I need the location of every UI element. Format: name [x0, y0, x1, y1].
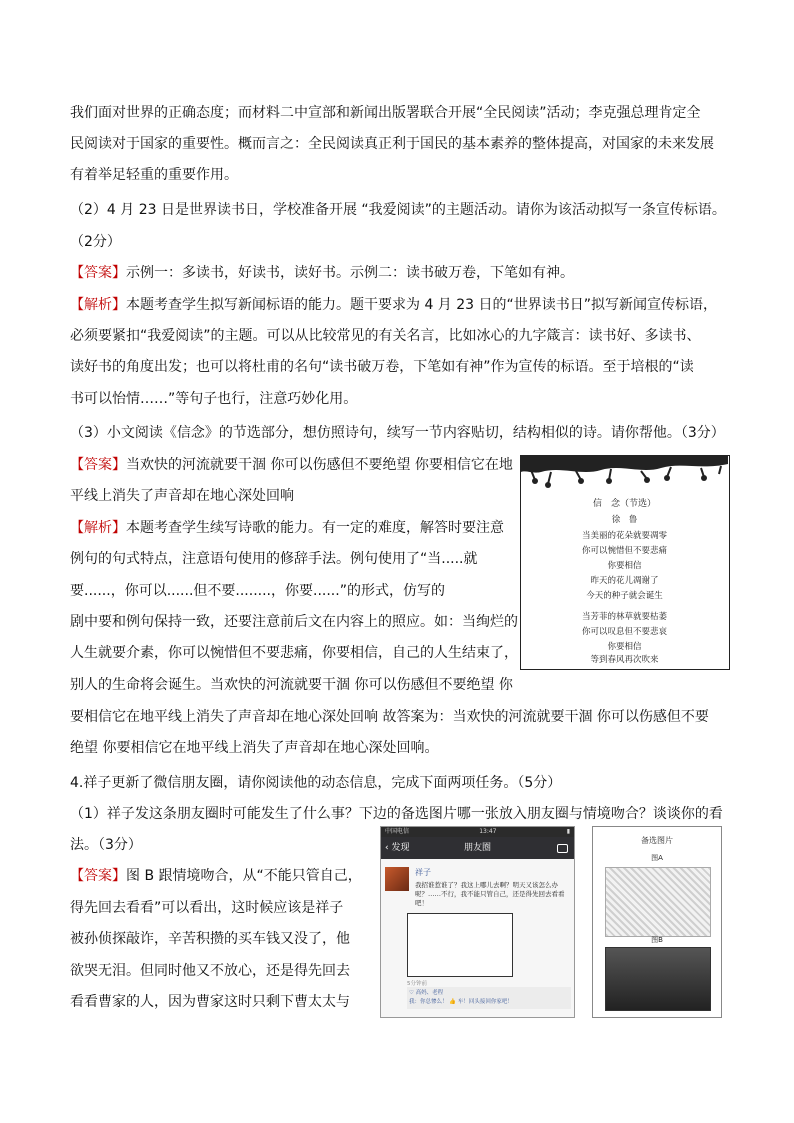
- poem-author: 徐 鲁: [611, 515, 638, 525]
- text-line: 人生就要介素，你可以惋惜但不要悲痛，你要相信，自己的人生结束了，: [70, 645, 518, 661]
- poem-line: 昨天的花儿凋谢了: [590, 576, 659, 586]
- answer-label: 【答案】: [70, 457, 126, 473]
- text-line: 要......，你可以......但不要........，你要......”的形式，仿写的: [70, 583, 445, 599]
- text-line: 看看曹家的人，因为曹家这时只剩下曹太太与: [70, 994, 350, 1010]
- poem-line: 你可以叹息但不要悲哀: [581, 627, 667, 637]
- moments-nav-bar: [381, 837, 574, 859]
- image-b-label: 图B: [651, 936, 663, 944]
- poem-figure: [520, 455, 730, 670]
- text-line: 被孙侦探敲诈，辛苦积攒的买车钱又没了，他: [70, 931, 350, 947]
- analysis-text: 本题考查学生续写诗歌的能力。有一定的难度，解答时要注意: [126, 520, 504, 536]
- post-image-placeholder: [407, 913, 513, 977]
- image-a-label: 图A: [651, 854, 663, 862]
- answer-text: 图 B 跟情境吻合，从“不能只管自己，: [126, 868, 362, 884]
- analysis-label: 【解析】: [70, 520, 126, 536]
- moments-title: 朋友圈: [463, 843, 491, 853]
- analysis-label: 【解析】: [70, 297, 126, 313]
- answer-q4: [70, 861, 370, 891]
- text-line: 书可以怡情……”等句子也行，注意巧妙化用。: [70, 391, 358, 407]
- avatar: [385, 867, 409, 891]
- analysis-text: 本题考查学生拟写新闻标语的能力。题干要求为 4 月 23 日的“世界读书日”拟写新闻宣传标语，: [126, 297, 718, 313]
- text-line: 剧中要和例句保持一致，还要注意前后文在内容上的照应。如：当绚烂的: [70, 614, 518, 630]
- text-line: 有着举足轻重的重要作用。: [70, 167, 238, 183]
- question-4-1: （1）祥子发这条朋友圈时可能发生了什么事？下边的备选图片哪一张放入朋友圈与情境吻合？谈谈你的看: [70, 806, 723, 822]
- analysis-q2: [70, 290, 730, 320]
- post-text: 我招谁惹谁了？我这上哪儿去啊？明天又该怎么办呢？……不行，我不能只管自己，还是得先回去看看吧！: [415, 881, 565, 907]
- text-line: 法。（3分）: [70, 837, 142, 853]
- text-line: 得先回去看看”可以看出，这时候应该是祥子: [70, 900, 344, 916]
- wechat-moments-screenshot: [380, 826, 575, 1018]
- answer-q2: [70, 258, 730, 288]
- text-line: 必须要紧扣“我爱阅读”的主题。可以从比较常见的有关名言，比如冰心的九字箴言：读书好、多读书、: [70, 328, 701, 344]
- text-line: 欲哭无泪。但同时他又不放心，还是得先回去: [70, 963, 350, 979]
- text-line: 读好书的角度出发；也可以将杜甫的名句“读书破万卷，下笔如有神”作为宣传的标语。至于培根的“读: [70, 359, 694, 375]
- answer-label: 【答案】: [70, 868, 126, 884]
- post-likes-comments: [407, 987, 571, 1009]
- question-4: 4.祥子更新了微信朋友圈，请你阅读他的动态信息，完成下面两项任务。（5分）: [70, 775, 562, 791]
- text-line: 民阅读对于国家的重要性。概而言之：全民阅读真正利于国民的基本素养的整体提高，对国家的未来发展: [70, 136, 714, 152]
- answer-text: 当欢快的河流就要干涸 你可以伤感但不要绝望 你要相信它在地: [126, 457, 513, 473]
- likes-line: ♡ 高妈、老程: [409, 990, 444, 996]
- poem-line: 今天的种子就会诞生: [586, 591, 663, 601]
- analysis-q3: [70, 513, 530, 543]
- poem-line: 你可以惋惜但不要悲痛: [581, 546, 667, 556]
- comment-line: 我：你总惨么！ 👍 车！回头接回你家吧！: [409, 999, 513, 1005]
- answer-label: 【答案】: [70, 265, 126, 281]
- clock: 13:47: [479, 828, 497, 835]
- question-2: （2）4 月 23 日是世界读书日，学校准备开展 “我爱阅读”的主题活动。请你为该活动拟写一条宣传标语。: [70, 202, 726, 218]
- poem-line: 你要相信: [607, 642, 642, 652]
- answer-q3: [70, 450, 530, 480]
- post-time: 5分钟前: [407, 981, 427, 987]
- illustration-a: [605, 867, 711, 937]
- illustration-b: [605, 947, 711, 1011]
- text-line: 别人的生命将会诞生。当欢快的河流就要干涸 你可以伤感但不要绝望 你: [70, 677, 513, 693]
- phone-status-bar: [381, 827, 574, 837]
- candidate-title: 备选图片: [641, 836, 673, 845]
- question-3: （3）小文阅读《信念》的节选部分，想仿照诗句，续写一节内容贴切，结构相似的诗。请你帮他。（3分）: [70, 425, 725, 441]
- poem-line: 你要相信: [607, 561, 642, 571]
- carrier: 中国电信: [385, 828, 410, 835]
- question-2-score: （2分）: [70, 234, 121, 250]
- camera-icon: [557, 844, 568, 853]
- answer-text: 示例一：多读书，好读书，读好书。示例二：读书破万卷，下笔如有神。: [126, 265, 574, 281]
- poem-line: 当美丽的花朵就要凋零: [581, 531, 667, 541]
- text-line: 平线上消失了声音却在地心深处回响: [70, 488, 294, 504]
- back-button: ‹ 发现: [385, 843, 410, 853]
- post-username: 祥子: [415, 868, 431, 877]
- text-line: 要相信它在地平线上消失了声音却在地心深处回响 故答案为：当欢快的河流就要干涸 你可以伤感但不要: [70, 709, 709, 725]
- poem-line: 等到春风再次吹来: [590, 655, 659, 665]
- text-line: 例句的句式特点，注意语句使用的修辞手法。例句使用了“当.....就: [70, 551, 478, 567]
- text-line: 我们面对世界的正确态度；而材料二中宣部和新闻出版署联合开展“全民阅读”活动；李克强总理肯定全: [70, 105, 701, 121]
- poem-title: 信 念（节选）: [592, 499, 656, 509]
- battery-icon: ▮: [566, 828, 570, 835]
- poem-line: 当芳菲的林草就要枯萎: [581, 612, 667, 622]
- tree-branch-icon: [521, 456, 728, 496]
- candidate-images: [592, 826, 722, 1018]
- text-line: 绝望 你要相信它在地平线上消失了声音却在地心深处回响。: [70, 740, 439, 756]
